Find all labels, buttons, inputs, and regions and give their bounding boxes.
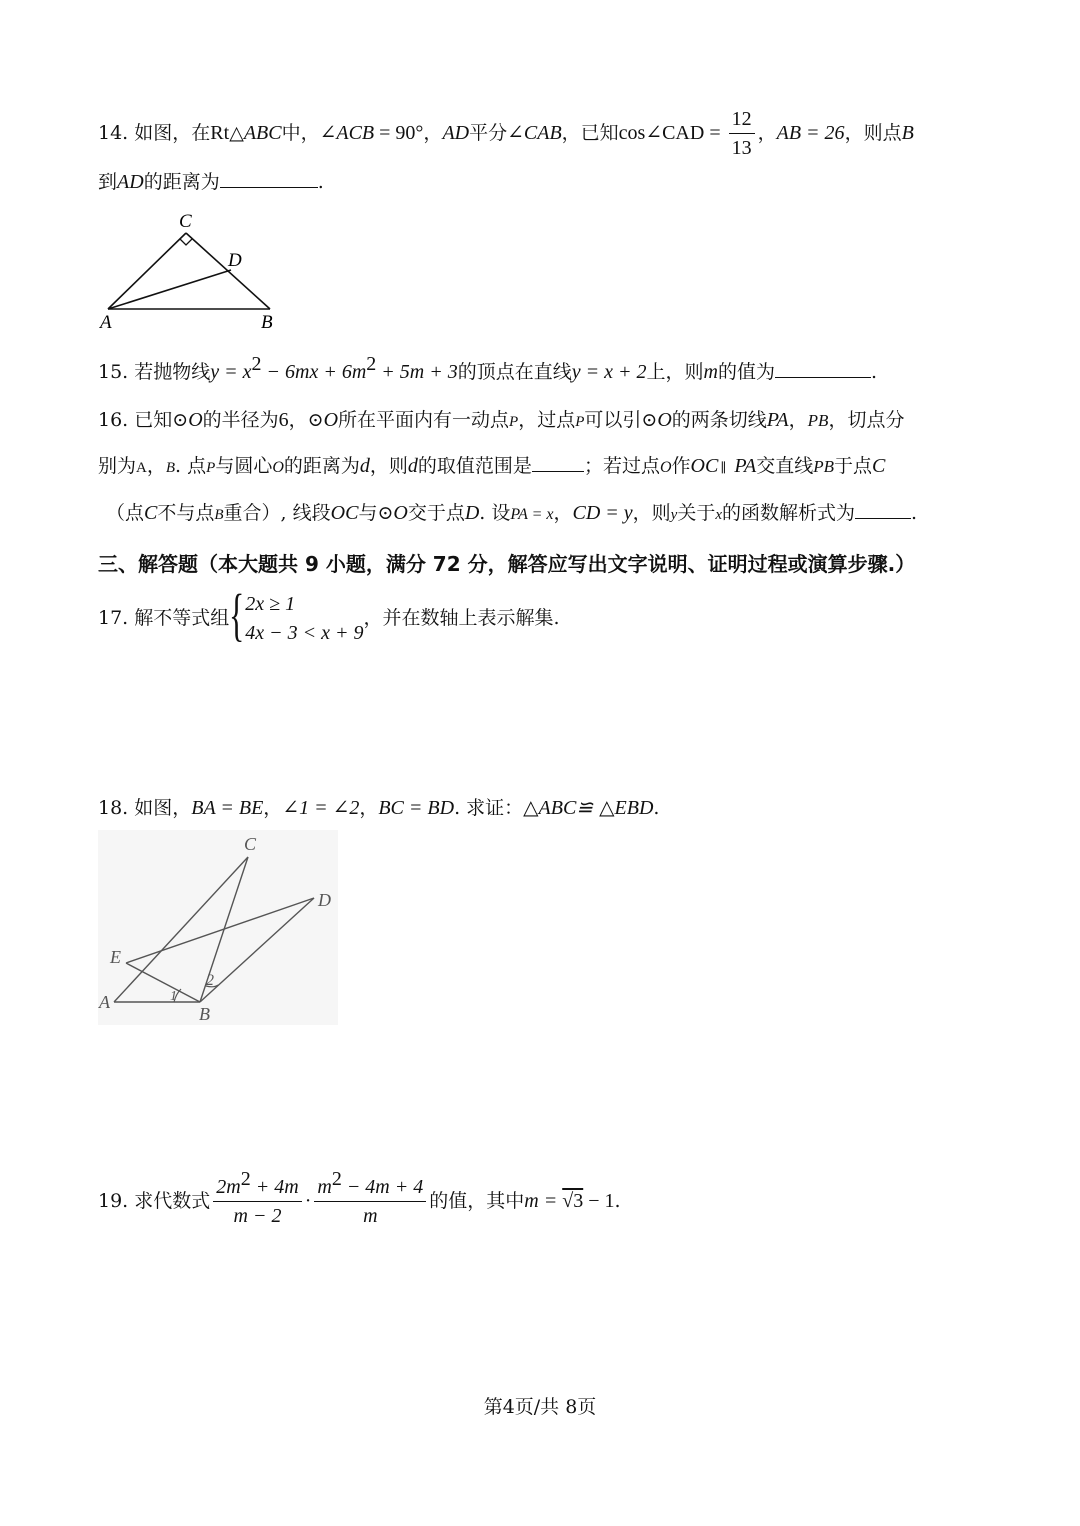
- page-footer: 第4页/共 8页: [483, 1396, 597, 1418]
- inequality-system: { 2x ≥ 1 4x − 3 < x + 9: [229, 582, 364, 647]
- q14-number: 14.: [98, 122, 129, 144]
- label-b: B: [199, 1004, 210, 1024]
- label-angle-1: 1: [170, 989, 177, 1004]
- label-c: C: [244, 834, 257, 854]
- segment-eb: [126, 963, 200, 1002]
- fraction-1: $\frac{2m^2 + 4m}{m - 2}$: [213, 1176, 301, 1228]
- q16-line3: （点C不与点B重合）, 线段OC与⊙O交于点D. 设PA = x，CD = y，则y关于x的函数解析式为 .: [106, 502, 918, 524]
- figure-q18-triangles: [96, 830, 346, 1030]
- segment-ac: [108, 233, 186, 309]
- answer-blank: [775, 361, 871, 378]
- q18-number: 18.: [98, 797, 129, 819]
- label-d: D: [318, 890, 331, 910]
- answer-blank: [532, 455, 584, 472]
- segment-ed: [126, 898, 314, 963]
- label-a: A: [100, 312, 112, 333]
- segment-ad: [108, 270, 231, 309]
- q19-line: 19. 求代数式 $\frac{2m^2 + 4m}{m - 2}$ · $\frac{m^2 - 4m + 4}{m}$ 的值，其中m = √3 − 1.: [98, 1168, 621, 1227]
- label-c: C: [179, 211, 192, 232]
- q17-line: 17. 解不等式组 { 2x ≥ 1 4x − 3 < x + 9 ，并在数轴上表示解集.: [98, 582, 560, 647]
- q14-line1: 14. 如图，在Rt△ABC中，∠ACB = 90°，AD平分∠CAB，已知cos∠CAD = $\frac{12}{13}$ ，AB = 26，则点B: [98, 108, 914, 159]
- right-angle-mark: [180, 239, 192, 245]
- fraction-2: $\frac{m^2 - 4m + 4}{m}$: [314, 1176, 426, 1228]
- label-a: A: [99, 992, 110, 1012]
- label-e: E: [110, 947, 121, 967]
- q14-line2: 到AD的距离为 .: [98, 171, 324, 193]
- answer-blank: [220, 171, 318, 188]
- q17-number: 17.: [98, 607, 129, 629]
- segment-ac: [114, 857, 248, 1002]
- q19-number: 19.: [98, 1190, 129, 1212]
- q16-line2: 别为A，B. 点P与圆心O的距离为d，则d的取值范围是 ；若过点O作OC ∥ PA交直线PB于点C: [98, 455, 886, 477]
- cos-fraction: $\frac{12}{13}$: [729, 108, 755, 160]
- label-d: D: [228, 250, 242, 271]
- figure-q14-triangle: [96, 208, 286, 336]
- left-brace: {: [229, 582, 245, 647]
- q16-number: 16.: [98, 409, 129, 431]
- q16-line1: 16. 已知⊙O的半径为6，⊙O所在平面内有一动点P，过点P可以引⊙O的两条切线PA，PB，切点分: [98, 409, 905, 431]
- label-angle-2: 2: [206, 972, 214, 989]
- section-3-heading: 三、解答题（本大题共 9 小题，满分 72 分，解答应写出文字说明、证明过程或演算步骤.）: [98, 552, 916, 576]
- answer-blank: [855, 502, 911, 519]
- q15-line: 15. 若抛物线$y = x^2 - 6mx + 6m^2 + 5m + 3$的顶点在直线y = x + 2上，则m的值为 .: [98, 353, 878, 383]
- label-b: B: [261, 312, 273, 333]
- q18-line: 18. 如图，BA = BE，∠1 = ∠2，BC = BD. 求证：△ABC≌ △EBD.: [98, 797, 660, 819]
- q15-number: 15.: [98, 361, 129, 383]
